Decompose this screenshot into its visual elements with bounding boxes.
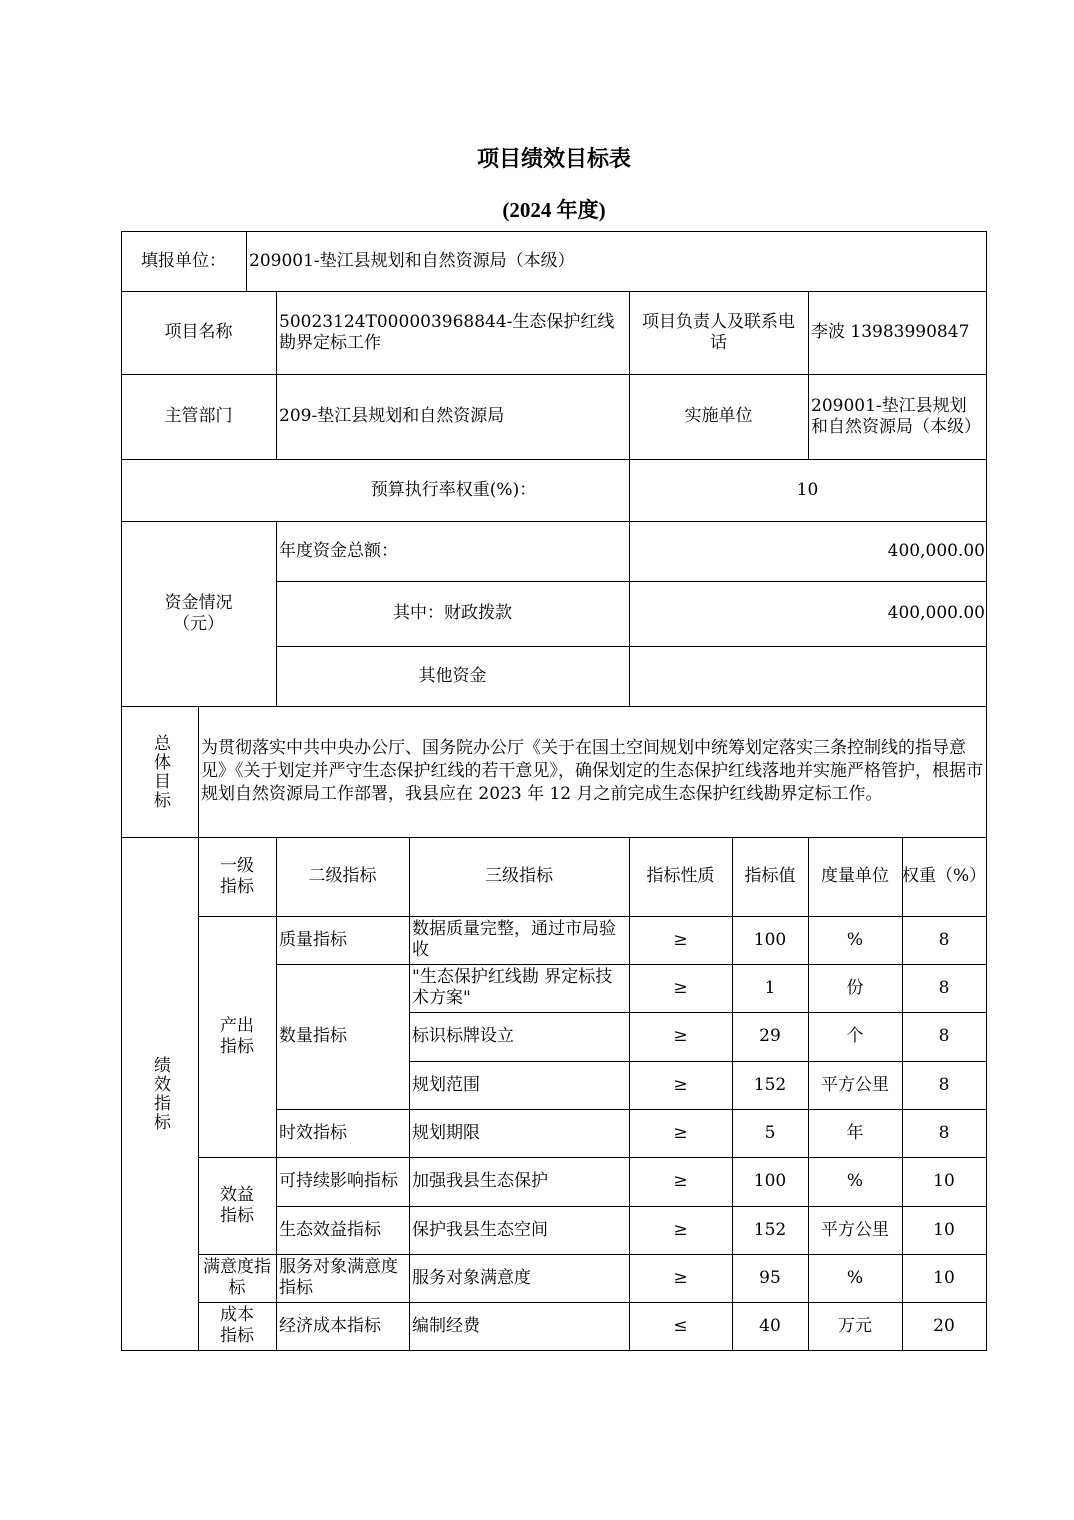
row-value: 100 [753,1171,787,1191]
row-weight: 8 [938,1122,950,1143]
level1-output: 产出指标 [220,1015,254,1057]
row-nature: ≥ [673,929,688,950]
row-value: 29 [759,1026,781,1046]
row-name: 加强我县生态保护 [412,1171,548,1191]
header-value: 指标值 [744,866,796,886]
row-value: 95 [759,1267,781,1288]
contact-label: 项目负责人及联系电话 [642,311,795,353]
row-name: 服务对象满意度 [412,1267,531,1288]
funds-label: 资金情况（元） [164,592,233,634]
level2-timeliness: 时效指标 [279,1122,347,1143]
unit-label: 填报单位： [141,250,226,271]
level1-benefit: 效益指标 [220,1184,254,1226]
unit-value: 209001-垫江县规划和自然资源局（本级） [249,250,575,271]
page-title: 项目绩效目标表 [476,147,631,172]
row-weight: 8 [938,1026,950,1046]
row-unit: 万元 [838,1315,872,1336]
row-nature: ≤ [673,1315,688,1336]
row-nature: ≥ [673,1122,688,1143]
header-level2: 二级指标 [308,866,377,886]
row-weight: 8 [938,929,950,950]
funds-annual-label: 年度资金总额： [279,540,398,561]
funds-fiscal-value: 400,000.00 [887,603,985,623]
row-unit: 年 [846,1122,864,1143]
row-weight: 10 [933,1171,955,1191]
budget-weight-label: 预算执行率权重(%)： [370,479,537,500]
row-nature: ≥ [673,1074,688,1095]
row-nature: ≥ [673,1026,688,1046]
row-nature: ≥ [673,1267,688,1288]
row-weight: 10 [933,1267,955,1288]
dept-label: 主管部门 [164,406,233,426]
row-nature: ≥ [673,977,688,998]
budget-weight-value: 10 [796,479,819,500]
row-name: "生态保护红线勘 界定标技术方案" [412,967,613,1008]
row-value: 40 [759,1315,781,1336]
row-value: 5 [764,1122,776,1143]
dept-value: 209-垫江县规划和自然资源局 [279,406,505,426]
header-level1: 一级指标 [220,855,254,897]
impl-label: 实施单位 [684,406,753,426]
goal-label-cell [121,706,198,837]
funds-other-label: 其他资金 [418,665,487,686]
row-unit: 平方公里 [821,1219,889,1240]
row-unit: % [846,929,864,950]
impl-value: 209001-垫江县规划和自然资源局（本级） [811,395,981,437]
goal-label: 总体目标 [150,733,170,810]
page-subtitle: (2024 年度) [502,198,606,222]
level2-ecological: 生态效益指标 [279,1219,381,1240]
project-name-label: 项目名称 [164,322,233,342]
header-unit: 度量单位 [821,866,889,886]
row-unit: 份 [846,977,864,998]
level1-satisfaction: 满意度指标 [203,1257,271,1298]
row-name: 规划期限 [412,1122,480,1143]
level2-sustainable: 可持续影响指标 [279,1171,398,1191]
row-unit: 平方公里 [821,1074,889,1095]
row-value: 152 [753,1074,787,1095]
row-weight: 10 [933,1219,955,1240]
funds-annual-value: 400,000.00 [887,540,985,561]
row-nature: ≥ [673,1171,688,1191]
row-value: 1 [764,977,776,998]
indicators-label: 绩效指标 [150,1055,170,1132]
row-unit: % [846,1267,864,1288]
row-nature: ≥ [673,1219,688,1240]
indicators-label-cell [121,837,198,1350]
row-weight: 8 [938,1074,950,1095]
level1-cost: 成本指标 [220,1305,254,1346]
header-level3: 三级指标 [485,866,553,886]
funds-fiscal-label: 其中：财政拨款 [393,603,512,623]
level2-satisfaction: 服务对象满意度指标 [279,1257,398,1298]
funds-other-value [629,646,986,706]
header-nature: 指标性质 [646,866,715,886]
row-name: 保护我县生态空间 [412,1219,548,1240]
header-weight: 权重（%） [902,866,987,886]
row-name: 标识标牌设立 [412,1026,514,1046]
row-unit: % [846,1171,864,1191]
goal-text: 为贯彻落实中共中央办公厅、国务院办公厅《关于在国土空间规划中统筹划定落实三条控制线的指导意见》《关于划定并严守生态保护红线的若干意见》，确保划定的生态保护红线落地并实施严格管护，根据市规划自然资源局工作部署，我县应在 2023 年 12 月之前完成生态保护红线勘界定标工作。 [201,738,983,804]
contact-value: 李波 13983990847 [811,322,970,342]
row-value: 152 [753,1219,787,1240]
row-name: 数据质量完整，通过市局验收 [412,919,616,960]
level2-quantity: 数量指标 [279,1026,347,1046]
level2-cost: 经济成本指标 [279,1315,381,1336]
row-value: 100 [753,929,787,950]
project-name-value: 50023124T000003968844-生态保护红线勘界定标工作 [279,311,615,353]
row-weight: 8 [938,977,950,998]
row-name: 编制经费 [412,1315,480,1336]
row-name: 规划范围 [412,1074,480,1095]
level2-quality: 质量指标 [279,929,347,950]
row-weight: 20 [933,1315,955,1336]
row-unit: 个 [846,1026,864,1046]
